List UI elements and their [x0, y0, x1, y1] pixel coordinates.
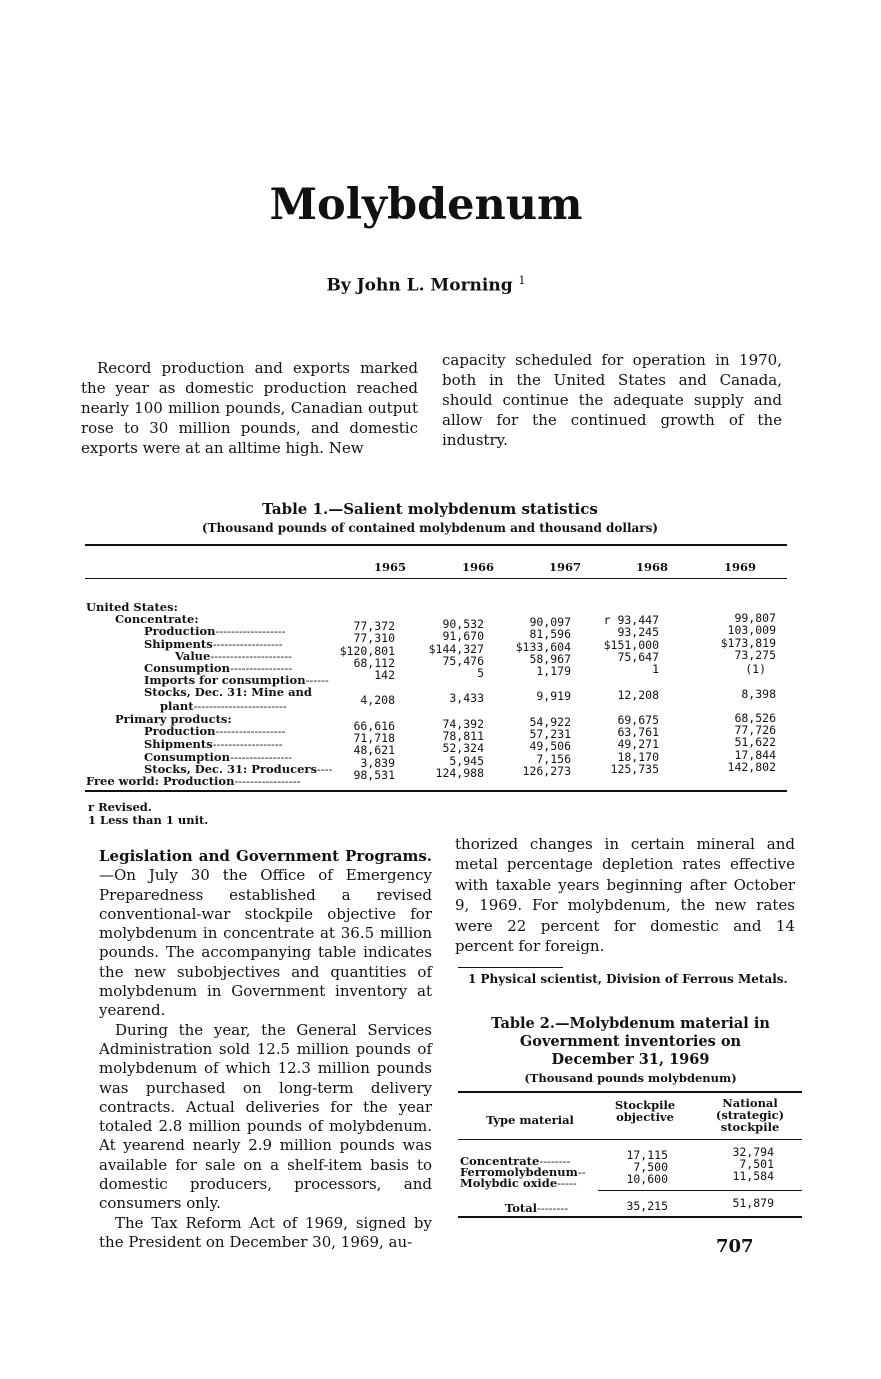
table1-cell: $120,801 [339, 644, 395, 658]
table1-cell: $144,327 [428, 642, 484, 656]
table1-cell: 77,372 [353, 619, 395, 633]
table2-cell: 11,584 [732, 1169, 774, 1183]
table1-row-label: Imports for consumption------ [144, 673, 329, 687]
table1-cell: 75,476 [442, 654, 484, 668]
table1-cell: 142,802 [727, 760, 776, 774]
table1-cell: 90,532 [442, 617, 484, 631]
table1-cell: $173,819 [720, 636, 776, 650]
table1-subtitle: (Thousand pounds of contained molybdenum and thousand dollars) [201, 521, 659, 535]
intro-left-column [81, 358, 418, 458]
intro-left-text: Record production and exports marked the year as domestic production reached nearly 100 million pounds, Canadian output rose to 30 million pounds, and domestic exports were at an alltime high. New [81, 359, 418, 457]
page-number: 707 [716, 1236, 754, 1257]
table1-row-label: Shipments------------------ [144, 737, 283, 751]
table1-year-header: 1966 [461, 560, 494, 574]
table2-row-label: Ferromolybdenum-- [460, 1165, 586, 1179]
table1-cell: $151,000 [603, 638, 659, 652]
table1-row-label: Value--------------------- [175, 649, 292, 663]
table1-cell: 124,988 [435, 766, 484, 780]
table1-cell: 57,231 [529, 727, 571, 741]
table2-total-label: Total-------- [505, 1201, 569, 1215]
table1-cell: 49,506 [529, 739, 571, 753]
table1-cell: 58,967 [529, 652, 571, 666]
table1-cell: 81,596 [529, 627, 571, 641]
table1-cell: 74,392 [442, 717, 484, 731]
table1-cell: 5 [477, 666, 484, 680]
legislation-paragraph: Legislation and Government Programs.—On July 30 the Office of Emergency Preparedness established a revised conventional-war stockpile objective for molybdenum in concentrate at 36.5 million pounds. The accompanying table indicates the new subobjectives and quantities of molybdenum in Government inventory at yearend. [99, 847, 432, 1020]
table1-cell: 73,275 [734, 648, 776, 662]
section-heading: Legislation and Government Programs. [99, 847, 432, 865]
table1-cell: 51,622 [734, 735, 776, 749]
table1-row-label: Production------------------ [144, 724, 286, 738]
table2-row-label: Concentrate-------- [460, 1154, 571, 1168]
table1-cell: 68,112 [353, 656, 395, 670]
table1-row-label: Production------------------ [144, 624, 286, 638]
table1-cell: 52,324 [442, 741, 484, 755]
table2-cell: 32,794 [732, 1145, 774, 1159]
footnote-separator [458, 967, 563, 968]
table1-cell: 78,811 [442, 729, 484, 743]
table2-header-national: National (strategic) stockpile [715, 1096, 785, 1134]
table1-row-label: United States: [86, 600, 178, 614]
table1-row-label: Concentrate: [115, 612, 199, 626]
table1-year-header: 1968 [635, 560, 668, 574]
intro-right-text: capacity scheduled for operation in 1970, both in the United States and Canada, should continue the adequate supply and allow for the continued growth of the industry. [442, 351, 782, 449]
table1-cell: 49,271 [617, 737, 659, 751]
table1-cell: 18,170 [617, 750, 659, 764]
table1-cell: (1) [745, 662, 766, 676]
table1-cell: 1,179 [536, 664, 571, 678]
table1-cell: 1 [652, 662, 659, 676]
author-footnote: 1 Physical scientist, Division of Ferrous Metals. [468, 972, 788, 986]
table1-cell: 71,718 [353, 731, 395, 745]
table1-row-label: Consumption---------------- [144, 661, 293, 675]
table2-cell: 7,501 [739, 1157, 774, 1171]
table2-header-type: Type material [486, 1113, 574, 1127]
intro-right-column [442, 350, 782, 450]
table1-cell: 48,621 [353, 743, 395, 757]
table1-cell: 3,839 [360, 756, 395, 770]
byline [0, 274, 852, 296]
table2-top-rule [458, 1091, 802, 1093]
table1-cell: 90,097 [529, 615, 571, 629]
table2-header-rule [458, 1139, 802, 1140]
table1-cell: 17,844 [734, 748, 776, 762]
table1-cell: 9,919 [536, 689, 571, 703]
table2-total-national: 51,879 [732, 1196, 774, 1210]
table1-year-header: 1969 [723, 560, 756, 574]
tax-reform-paragraph: The Tax Reform Act of 1969, signed by the President on December 30, 1969, au- [99, 1213, 432, 1251]
table1-row-label: Shipments------------------ [144, 637, 283, 651]
table1-cell: 3,433 [449, 691, 484, 705]
table1-row-label: Primary products: [115, 712, 232, 726]
table2-header-stockpile: Stockpile objective [614, 1098, 676, 1124]
table1-cell: 66,616 [353, 719, 395, 733]
table2-title: Table 2.—Molybdenum material in Government inventories on December 31, 1969 [491, 1015, 770, 1068]
table1-row-label: Stocks, Dec. 31: Producers---- [144, 762, 333, 776]
table1-cell: 12,208 [617, 688, 659, 702]
table1-cell: $133,604 [515, 640, 571, 654]
table1-header-rule [85, 578, 787, 579]
table1-cell: 125,735 [610, 762, 659, 776]
table1-cell: 75,647 [617, 650, 659, 664]
table1-cell: 69,675 [617, 713, 659, 727]
depletion-paragraph: thorized changes in certain mineral and metal percentage depletion rates effective with taxable years beginning after October 9, 1969. For molybdenum, the new rates were 22 percent for domestic and 14 percent for foreign. [455, 835, 795, 956]
lower-right-column [455, 834, 795, 956]
table1-bottom-rule [85, 790, 787, 792]
table2-subtitle: (Thousand pounds molybdenum) [524, 1071, 737, 1085]
table1-cell: 103,009 [727, 623, 776, 637]
page-title: Molybdenum [269, 180, 583, 230]
table1-cell: 98,531 [353, 768, 395, 782]
table1-cell: r 93,447 [603, 613, 659, 627]
table1-footnote: 1 Less than 1 unit. [88, 813, 209, 827]
table1-cell: 54,922 [529, 715, 571, 729]
table1-cell: 93,245 [617, 625, 659, 639]
table1-cell: 99,807 [734, 611, 776, 625]
table1-title: Table 1.—Salient molybdenum statistics [262, 500, 598, 518]
table1-cell: 91,670 [442, 629, 484, 643]
table1-year-header: 1967 [548, 560, 581, 574]
table2-total-objective: 35,215 [626, 1199, 668, 1213]
table1-footnote: r Revised. [88, 800, 152, 814]
table1-cell: 77,726 [734, 723, 776, 737]
table2-cell: 17,115 [626, 1148, 668, 1162]
table1-cell: 7,156 [536, 752, 571, 766]
table1-cell: 142 [374, 668, 395, 682]
table2-cell: 7,500 [633, 1160, 668, 1174]
table2-row-label: Molybdic oxide----- [460, 1176, 577, 1190]
table2-bottom-rule [458, 1216, 802, 1218]
lower-left-column [99, 847, 432, 1252]
table1-row-label: Free world: Production----------------- [86, 774, 301, 788]
table1-cell: 4,208 [360, 693, 395, 707]
table1-cell: 77,310 [353, 631, 395, 645]
table1-cell: 126,273 [522, 764, 571, 778]
table1-cell: 8,398 [741, 687, 776, 701]
table2-cell: 10,600 [626, 1172, 668, 1186]
table1-cell: 68,526 [734, 711, 776, 725]
table1-row-label: Stocks, Dec. 31: Mine and [144, 685, 312, 699]
table1-cell: 63,761 [617, 725, 659, 739]
table1-row-label: plant------------------------ [160, 699, 287, 713]
table1-year-header: 1965 [373, 560, 406, 574]
table1-top-rule [85, 544, 787, 546]
table2-total-rule [598, 1190, 802, 1191]
author-name: By John L. Morning [326, 275, 513, 296]
gsa-paragraph: During the year, the General Services Administration sold 12.5 million pounds of molybdenum of which 12.3 million pounds was purchased on long-term delivery contracts. Actual deliveries for the year totaled 2.8 million pounds of molybdenum. At yearend nearly 2.9 million pounds was available for sale on a shelf-item basis to domestic producers, processors, and consumers only. [99, 1020, 432, 1213]
table1-row-label: Consumption---------------- [144, 750, 293, 764]
byline-footnote-mark: 1 [518, 274, 526, 287]
table1-cell: 5,945 [449, 754, 484, 768]
